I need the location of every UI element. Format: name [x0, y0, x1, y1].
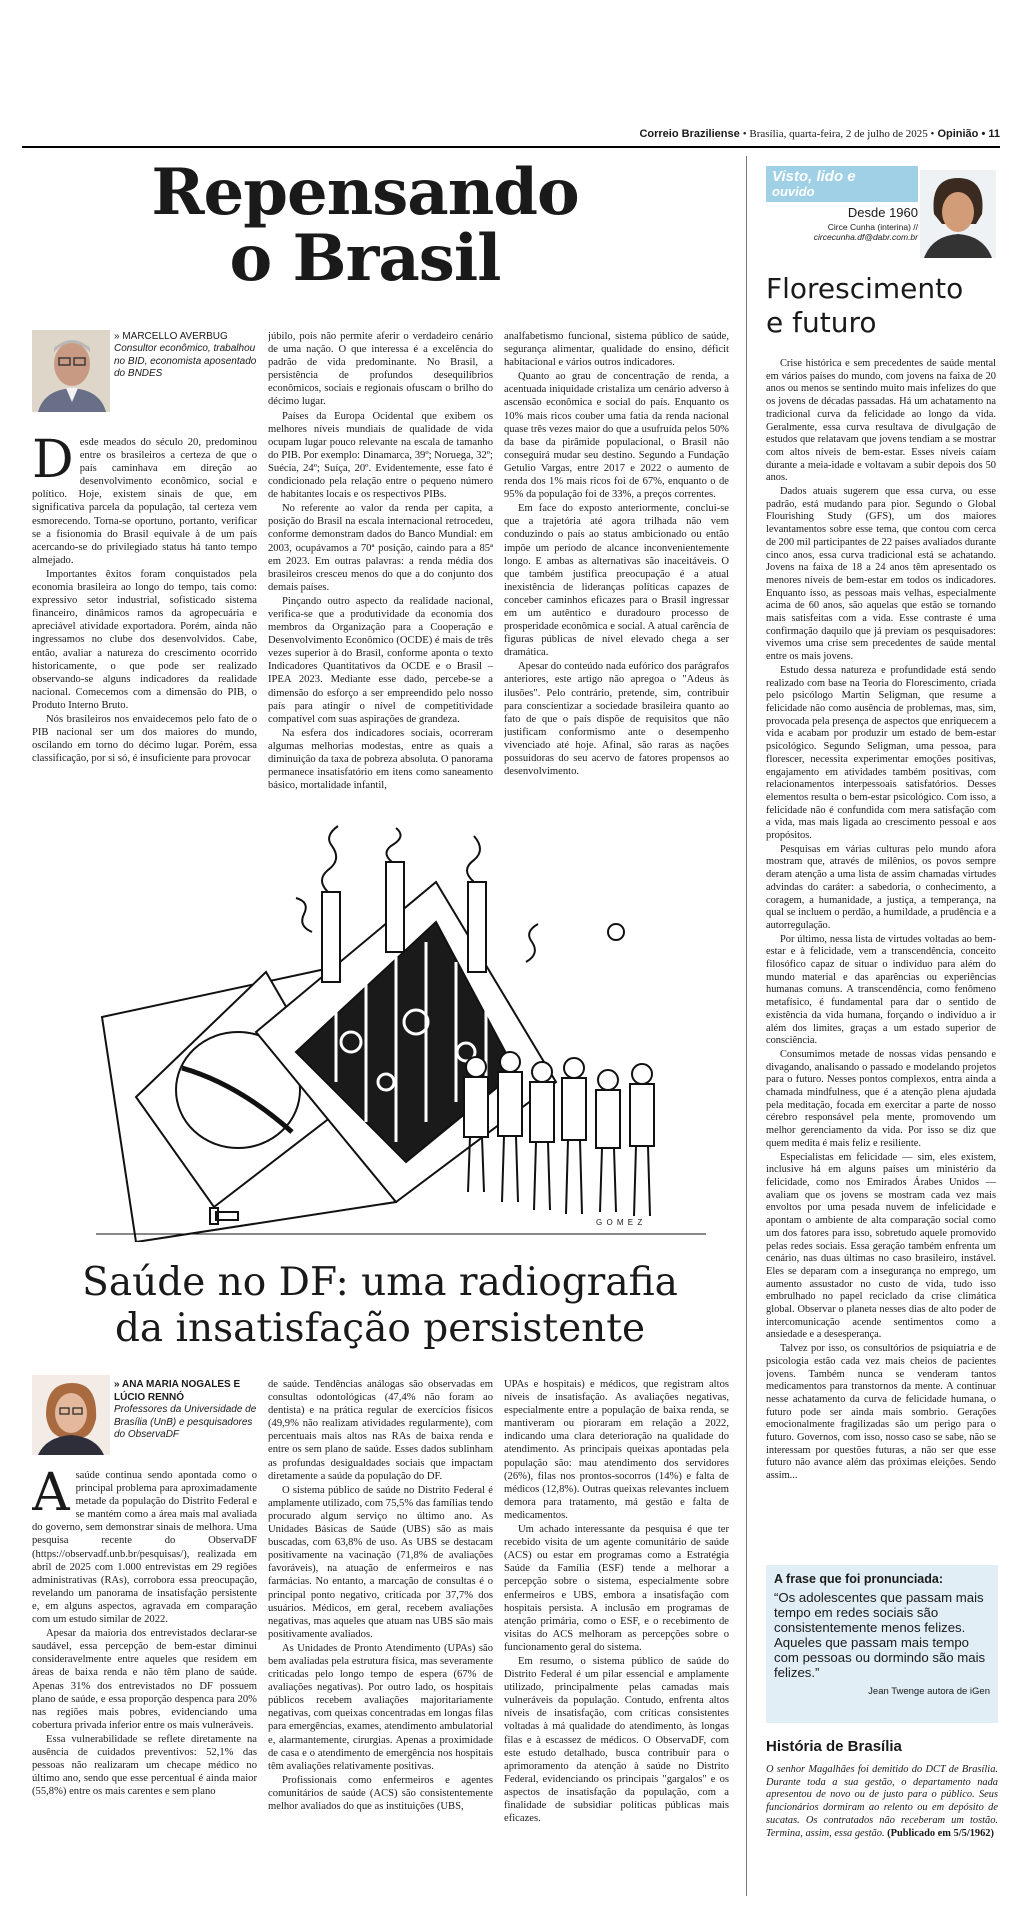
article2-column-3 — [504, 1378, 729, 1889]
article2-paragraph: Em resumo, o sistema público de saúde do Distrito Federal é um pilar essencial e amplamente utilizado, principalmente pelas camadas mais vulneráveis da população. Contudo, enfrenta altos níveis de insatisfação, com críticas consistentes voltadas à má qualidade do atendimento, às longas filas e à escassez de médicos. O ObservaDF, com este estudo detalhado, busca contribuir para o aprimoramento da atenção à saúde no Distrito Federal, evidenciando os principais "gargalos" e os aspectos de insatisfação da população, com a finalidade de subsidiar políticas públicas mais eficazes. — [504, 1655, 729, 1825]
article2-paragraph: UPAs e hospitais) e médicos, que registram altos níveis de insatisfação. As avaliações negativas, especialmente entre a população de baixa renda, se mantiveram ou pioraram em relação a 2022, indicando uma clara deterioração na qualidade do atendimento. As principais queixas apontadas pela população são: mau atendimento dos servidores (26%), filas nos prontos-socorros (14%) e falta de médicos (12,8%). Outras queixas relevantes incluem demora para tratamento, má gestão e falta de medicamentos. — [504, 1379, 729, 1521]
history-source: (Publicado em 5/5/1962) — [887, 1827, 994, 1839]
since-label: Desde 1960 — [847, 205, 918, 220]
quote-box — [766, 1565, 998, 1723]
columnist-photo — [920, 170, 996, 258]
page-header — [560, 128, 1000, 144]
article2-paragraph: O sistema público de saúde no Distrito Federal é amplamente utilizado, com 75,5% das famílias tendo procurado algum serviço no último ano. As Unidades Básicas de Saúde (UBS) são as mais buscadas, com 63,8% de uso. As UBS se destacam positivamente na vacinação (71,8% de avaliações favoráveis), na atuação de enfermeiros e nas farmácias. No entanto, a marcação de consultas é o principal ponto negativo, criticada por 37,7% dos usuários. Médicos, em geral, recebem avaliações negativas, mas aqueles que atuam nas UBS são mais positivamente avaliados. — [268, 1484, 493, 1640]
article1-paragraph: Países da Europa Ocidental que exibem os melhores níveis mundiais de qualidade de vida ocupam lugar pouco relevante na escala de tamanho do PIB. Por exemplo: Dinamarca, 39º; Noruega, 32º; Suécia, 24º; Suíça, 20º. Evidentemente, esse fato é condicionado pela relação entre o pequeno número de habitantes locais e os respectivos PIBs. — [268, 410, 493, 501]
author-portrait-icon — [32, 330, 110, 412]
article1-byline — [114, 330, 264, 381]
column-logo — [766, 166, 918, 262]
history-title: História de Brasília — [766, 1738, 902, 1755]
article2-title-line1: Saúde no DF: uma radiografia — [82, 1260, 678, 1305]
article1-paragraph: Na esfera dos indicadores sociais, ocorreram algumas melhorias modestas, entre as quais a diminuição da taxa de pobreza absoluta. O panorama permanece insatisfatório em itens como saneamento básico, mortalidade infantil, — [268, 727, 493, 792]
page-number: • 11 — [981, 128, 1000, 140]
article2-paragraph: de saúde. Tendências análogas são observadas em consultas odontológicas (47,4% não foram ao dentista) e na prática regular de exercícios físicos (49,9% não realizam atividades regularmente), com percentuais mais altos nas RAs de baixa renda e entre os sem plano de saúde. Esses dados sublinham as profundas desigualdades sociais que impactam diretamente a saúde da população do DF. — [268, 1379, 493, 1482]
article2-dropcap: A — [32, 1469, 70, 1523]
sidebar-paragraph: Talvez por isso, os consultórios de psiquiatria e de psicologia estão cada vez mais cheios de pacientes jovens. Também nunca se venderam tantos medicamentos para transtornos da mente. A continuar nesse achatamento da curva de felicidade humana, o futuro pode ser ainda mais sombrio. Gerações emocionalmente fragilizadas são um perigo para o futuro. Governos, com isso, nosso caso se sabe, não se interessam por questões futuras, a não ser que esse futuro não avance além das próximas eleições. Sendo assim... — [766, 1343, 996, 1482]
columnist-name: Circe Cunha (interina) // — [827, 222, 918, 232]
article1-column-2 — [268, 330, 493, 813]
article2-author-photo — [32, 1375, 110, 1455]
sidebar-paragraph: Crise histórica e sem precedentes de saúde mental em vários países do mundo, com jovens na faixa de 20 anos ou menos se sentindo muito mais infelizes do que os jovens de décadas passadas. Há um achatamento na tradicional curva da felicidade ao longo da vida. Geralmente, essa curva resultava de divulgação de estudos que relatavam que jovens tendiam a se mostrar com altos níveis de bem-estar. Esses níveis caíam durante a meia-idade e voltavam a subir depois dos 50 anos. — [766, 358, 996, 484]
article2-byline — [114, 1378, 264, 1442]
article1-paragraph: Em face do exposto anteriormente, conclui-se que a trajetória até agora trilhada não vem conduzindo o país ao status ambicionado ou então impõe um período de alcance inconvenientemente longo. E ambas as alternativas são inaceitáveis. O que também justifica preocupação é a atual inexistência de lideranças políticas capazes de conceber caminhos eficazes para o Brasil ingressar em um autêntico e duradouro processo de prosperidade econômica e social. A atual carência de figuras públicas de nível elevado chega a ser dramática. — [504, 503, 729, 659]
history-text-box — [766, 1764, 998, 1894]
columnist-portrait-icon — [920, 170, 996, 258]
sidebar-paragraph: Dados atuais sugerem que essa curva, ou esse padrão, está mudando para pior. Segundo o Global Flourishing Study (GFS), um dos maiores levantamentos sobre esse tema, que contou com cerca de 200 mil participantes de 22 países avaliados durante cinco anos, essa curva tradicional está se achatando. Jovens na faixa de 18 a 24 anos têm apresentado os menores níveis de bem-estar em todos os indicadores. Enquanto isso, as pessoas mais velhas, especialmente acima de 60 anos, são aquelas que estão se tornando mais satisfeitas com a vida. Esse contraste é uma confirmação daquilo que já previam os pesquisadores: vivemos uma crise sem precedentes de saúde mental entre os mais jovens. — [766, 486, 996, 663]
article1-author: » MARCELLO AVERBUG — [114, 331, 228, 342]
article2-title — [30, 1260, 730, 1352]
history-text: O senhor Magalhães foi demitido do DCT de Brasília. Durante toda a sua gestão, o departamento nada apresentou de novo ou de justo para o público. Seus funcionários dormiram ao relento ou em depósito de sucatas. Os contratados não receberam um tostão. Termina, assim, essa gestão. — [766, 1764, 998, 1839]
article1-paragraph: júbilo, pois não permite aferir o verdadeiro cenário de uma nação. O que interessa é a excelência do padrão de vida predominante. No Brasil, a persistência de profundos desequilíbrios econômicos, sociais e regionais ofuscam o brilho do décimo lugar. — [268, 331, 493, 408]
header-rule — [22, 146, 1000, 148]
sidebar-paragraph: Estudo dessa natureza e profundidade está sendo realizado com base na Teoria do Florescimento, criada pelo psicólogo Martin Seligman, que resume a felicidade não como ausência de problemas, mas, sim, provocada pela presença de aspectos que enriquecem a vida e acabam por produzir um estado de bem-estar psicológico. Segundo Seligman, uma pessoa, para florescer, necessita experimentar emoções positivas, engajamento em atividades também positivas, com relacionamentos interpessoais satisfatórios. Desses elementos resulta o bem-estar psicológico. Com isso, a felicidade não é confundida com mera satisfação com a vida, mas mais ligada ao crescimento pessoal e aos propósitos. — [766, 664, 996, 842]
article2-paragraph: saúde continua sendo apontada como o principal problema para aproximadamente metade da população do Distrito Federal e se mantém como a área mais mal avaliada do governo, sem demonstrar sinais de melhora. Uma pesquisa recente do ObservaDF (https://observadf.unb.br/pesquisas/), realizada em abril de 2025 com 1.000 entrevistas em 29 regiões administrativas (RAs), corrobora essa preocupação, revelando um panorama de insatisfação persistente e, em alguns aspectos, agravada em comparação com um estudo similar de 2022. — [32, 1470, 257, 1626]
article1-paragraph: esde meados do século 20, predominou entre os brasileiros a certeza de que o país caminhava em direção ao desenvolvimento econômico, social e político. Hoje, existem sinais de que, em significativa parcela da população, tal certeza vem esmorecendo. Torna-se oportuno, portanto, verificar se a fisionomia do Brasil equivale à de um país acercando-se do privilegiado status há tanto tempo almejado. — [32, 437, 257, 566]
article2-title-line2: da insatisfação persistente — [114, 1306, 646, 1351]
columnist-email: circecunha.df@dabr.com.br — [813, 232, 918, 242]
brazil-flag-machine-illustration — [96, 822, 706, 1242]
article1-column-3 — [504, 330, 729, 813]
sidebar-title — [766, 272, 996, 340]
section-name: Opinião — [937, 128, 979, 140]
sidebar-paragraph: Por último, nessa lista de virtudes voltadas ao bem-estar e à felicidade, vem a transcendência, conceito filosófico capaz de situar o indivíduo para além do mundo material e das aparências ou experiências humanas comuns. A transcendência, como fenômeno metafísico, é fundamental para dar o sentido de existência da vida humana, forçando o indivíduo a ir além dos limites, graças a um estado superior de consciência. — [766, 933, 996, 1047]
article1-title-line1: Repensando — [151, 155, 579, 230]
sidebar-divider — [746, 156, 747, 1896]
article1-paragraph: Apesar do conteúdo nada eufórico dos parágrafos anteriores, este artigo não apregoa o "Adeus às ilusões". Pelo contrário, pretende, sim, contribuir para conscientizar a sociedade brasileira quanto ao fato de que o país dispõe de requisitos que não justificam conformismo ante o desempenho vivenciado até hoje. Afinal, são raras as nações possuidoras do seu acervo de fatores propensos ao desenvolvimento. — [504, 661, 729, 778]
article2-paragraph: As Unidades de Pronto Atendimento (UPAs) são bem avaliadas pela estrutura física, mas severamente criticadas pelo longo tempo de espera (67% de avaliações negativas). Por outro lado, os hospitais públicos recebem avaliações majoritariamente negativas, com queixas concentradas em longas filas para emergências, exames, atendimento ambulatorial e, alarmantemente, cirurgias. Apenas a proximidade de casa e o atendimento de emergência nos hospitais têm avaliações relativamente positivas. — [268, 1642, 493, 1772]
article2-paragraph: Apesar da maioria dos entrevistados declarar-se saudável, essa percepção de bem-estar diminui consideravelmente entre aqueles que residem em áreas de baixa renda e não têm plano de saúde. Apenas 31% dos entrevistados no DF possuem plano de saúde, e essa proporção despenca para 20% nas regiões mais pobres, evidenciando uma cobertura privada inferior entre os mais vulneráveis. — [32, 1628, 257, 1731]
article2-author-bio: Professores da Universidade de Brasília (UnB) e pesquisadores do ObservaDF — [114, 1404, 257, 1440]
illustration — [96, 822, 706, 1242]
column-logo-line1: Visto, lido e — [772, 168, 856, 185]
article1-paragraph: Nós brasileiros nos envaidecemos pelo fato de o PIB nacional ser um dos maiores do mundo, oscilando em torno do décimo lugar. Porém, essa classificação, por si só, é insuficiente para provocar — [32, 713, 257, 765]
article2-paragraph: Profissionais como enfermeiros e agentes comunitários de saúde (ACS) são consistentemente melhor avaliados do que as instituições (UBS, — [268, 1774, 493, 1812]
article1-author-bio: Consultor econômico, trabalhou no BID, economista aposentado do BNDES — [114, 343, 257, 379]
sidebar-paragraph: Pesquisas em várias culturas pelo mundo afora mostram que, através de milênios, os povos sempre deram atenção a uma lista de assim chamadas virtudes advindas do caráter: a sabedoria, o conhecimento, a coragem, a humanidade, a justiça, a temperança, na qual se incluem o perdão, a humildade, a prudência e a autorregulação. — [766, 843, 996, 931]
sidebar-paragraph: Consumimos metade de nossas vidas pensando e divagando, analisando o passado e modelando projetos para o futuro. Nesses pontos complexos, entra ainda a chamada mindfulness, que é a atenção plena ajudada pela meditação, focada em exercitar a parte de nosso cérebro responsável pela mente, promovendo um melhor gerenciamento da vida. Por isso se diz que quem medita é mais feliz e resiliente. — [766, 1048, 996, 1149]
quote-author: Jean Twenge autora de iGen — [868, 1686, 990, 1697]
illustrator-signature: G O M E Z — [596, 1218, 644, 1227]
sidebar-paragraph: Especialistas em felicidade — sim, eles existem, inclusive há em alguns países um ministério da felicidade, como nos Emirados Árabes Unidos — avaliam que os jovens se mostram cada vez mais envoltos por uma pesada nuvem de infelicidade e apontam o ambiente de alta comparação social como um dos fatores para isso, sobretudo aquele promovido pelas redes sociais. Essa geração também enfrenta um cenário, nas duas últimas no caso brasileiro, instável. Eles se deparam com a insegurança no emprego, um aumento assustador no custo de vida, tudo isso embrulhado no papel reciclado da crise climática global. Observar o planeta nesses dias de alto poder de intercomunicação acende sentimentos como a ansiedade e a desesperança. — [766, 1151, 996, 1341]
quote-heading: A frase que foi pronunciada: — [774, 1572, 944, 1586]
article2-paragraph: Essa vulnerabilidade se reflete diretamente na ausência de cuidados preventivos: 52,1% das pessoas não realizaram um checape médico no último ano, sendo que esse percentual é ainda maior (55,8%) entre os mais carentes e sem plano — [32, 1733, 257, 1798]
article1-title-line2: o Brasil — [229, 221, 501, 296]
quote-text: “Os adolescentes que passam mais tempo em redes sociais são consistentemente menos felizes. Aqueles que passam mais tempo com pessoas ou dormindo são mais felizes.” — [774, 1590, 986, 1680]
article2-column-1 — [32, 1469, 257, 1889]
article1-column-1 — [32, 436, 257, 813]
article1-paragraph: Quanto ao grau de concentração de renda, a acentuada iniquidade cristaliza um cenário adverso à ascensão econômica e social do país. Enquanto os 10% mais ricos couber uma fatia da renda nacional quase três vezes maior do que a usufruída pelos 50% da base da pirâmide populacional, o Brasil não conseguirá mudar seu destino. Segundo a Fundação Getulio Vargas, entre 2017 e 2022 o aumento de renda dos 1% mais ricos foi de 67%, enquanto o de 95% da população foi de 33%, a preços correntes. — [504, 371, 729, 501]
date-line: • Brasília, quarta-feira, 2 de julho de 2025 • — [742, 128, 935, 140]
article1-dropcap: D — [32, 436, 74, 490]
article1-paragraph: No referente ao valor da renda per capita, a posição do Brasil na escala internacional retrocedeu, conforme demonstram dados do Banco Mundial: em 2003, ocupávamos a 70ª posição, caindo para a 85ª em 2023. Em outras palavras: a renda média dos brasileiros cresceu menos do que a do conjunto dos demais países. — [268, 503, 493, 593]
article1-title — [140, 155, 590, 296]
article1-paragraph: Importantes êxitos foram conquistados pela economia brasileira ao longo do tempo, tais como: expressivo setor industrial, sofisticado sistema financeiro, dinâmicos ramos da agropecuária e apreciável atividade exportadora. Porém, ainda não ingressamos no clube dos desenvolvidos. Cabe, então, avaliar a natureza do crescimento ocorrido historicamente, o que pode ser realizado observando-se alguns indicadores da realidade nacional. Comecemos com a dimensão do PIB, o Produto Interno Bruto. — [32, 568, 257, 711]
sidebar-title-line2: e futuro — [766, 306, 877, 339]
article2-paragraph: Um achado interessante da pesquisa é que ter recebido visita de um agente comunitário de saúde (ACS) ou estar em programas como a Estratégia Saúde da Família (ESF) tende a melhorar a percepção sobre o sistema, especialmente sobre enfermeiros e UBS, embora a insatisfação com hospitais persista. A inclusão em programas de atenção primária, como o ESF, e o recebimento de visitas do ACS melhoram as percepções sobre o funcionamento geral do sistema. — [504, 1524, 729, 1653]
sidebar-text — [766, 358, 996, 1558]
author-portrait-icon — [32, 1375, 110, 1455]
column-logo-line2: ouvido — [772, 184, 815, 199]
column-logo-band — [766, 166, 918, 202]
article1-paragraph: Pinçando outro aspecto da realidade nacional, verifica-se que a produtividade da economia dos membros da Organização para a Cooperação e Desenvolvimento Econômico (OCDE) é mais de três vezes superior à do Brasil, conforme aponta o texto Indicadores Quantitativos da OCDE e o Brasil – IPEA 2023. Mediante esse dado, percebe-se a dimensão do esforço a ser empreendido pelo nosso país para atingir o nível de competitividade compatível com suas aspirações de grandeza. — [268, 595, 493, 725]
article1-paragraph: analfabetismo funcional, sistema público de saúde, segurança alimentar, qualidade do ensino, déficit habitacional e vários outros indicadores. — [504, 331, 729, 369]
article2-author: » ANA MARIA NOGALES E LÚCIO RENNÓ — [114, 1379, 241, 1403]
sidebar-title-line1: Florescimento — [766, 272, 964, 305]
article2-column-2 — [268, 1378, 493, 1889]
article1-author-photo — [32, 330, 110, 412]
newspaper-name: Correio Braziliense — [639, 128, 740, 140]
